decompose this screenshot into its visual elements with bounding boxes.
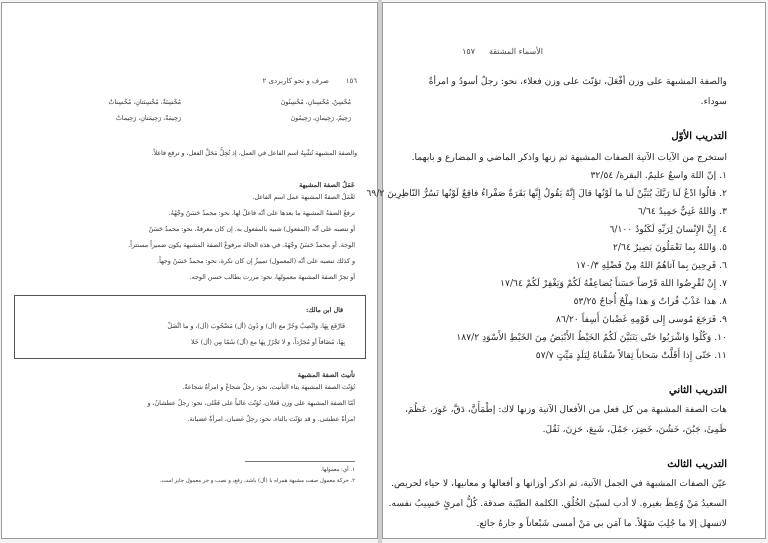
section-title-taneeth: تأنيث الصفة المشبهة (297, 371, 355, 379)
exercise-1-item-1: ١. إنّ اللهَ واسعٌ عليمٌ. البقرة/ ٣٢/٥٤ (590, 170, 727, 181)
paradigm-row1-masculine: مُحْسِنٌ، مُحْسِنانِ، مُحْسِنُونَ (280, 99, 351, 106)
sec2-line-3: امرأةٌ عطشى. و قد تؤنّث بالتاء، نحو: رجلٌ غضبان، امرأةٌ غضبانة. (187, 416, 355, 423)
paradigm-row1-feminine: مُحْسِنَةٌ، مُحْسِنَتانِ، مُحْسِناتٌ (108, 99, 181, 106)
right-page (366, 2, 766, 539)
sec1-line-4: الوجهَ. أو محمدٌ حَسَنٌ وجْهَهُ. في هذه الحالة مرفوعٌ الصفة المشبهة يكون ضميراً مستتراً. (128, 242, 355, 249)
exercise-1-item-4: ٤. إِنَّ الإِنْسانَ لِرَبِّهِ لَكَنُودٌ ٦/١٠٠ (609, 224, 727, 235)
verse-line-1: فَارْفَع بِهَا، وَانْصِبْ وَجُرَّ مع (أل) و دُونَ (أل) مَصْحُوبَ (أل)، و ما اتَّصَلْ (167, 323, 345, 330)
footnote-1: ١. أي: معمولها. (320, 467, 355, 473)
exercise-3-line-1: عيّن الصفات المشبهة في الجمل الآتية، ثم اذكر أوزانها و أفعالها و معانيها، لا حياء لحريص. (391, 478, 727, 489)
exercise-2-line-1: هات الصفة المشبهة من كل فعل من الأفعال الآتية وزنها لاك: إطْمَأَنَّ، دَقَّ، عَوِرَ، عَظُمَ، (405, 404, 727, 415)
sec1-line-3: أو تنصبه على أنّه (المفعول) شبيه بالمفعول به. إن كان معرفةً، نحو: محمدٌ حَسَنٌ (148, 226, 355, 233)
left-page (1, 2, 378, 539)
exercise-3-title: التدريب الثالث (667, 459, 727, 470)
exercise-1-intro: استخرج من الآيات الآتية الصفات المشبهة ثم زنها واذكر الماضي و المضارع و بابهما. (411, 152, 727, 163)
exercise-1-item-8: ٨. هذا عَذْبٌ فُراتٌ وَ هذا مِلْحٌ أُجاجٌ ٥٣/٢٥ (573, 296, 727, 307)
sec2-line-2: أمّا الصفة المشبهة على وزن فَعلان، تُؤنّث غالباً على فَعْلى، نحو: رجلٌ عطشانُ، و (147, 400, 355, 407)
sec1-line-1: تَعْمَلُ الصفةُ المشبهة عمل اسم الفاعل. (252, 194, 355, 201)
paradigm-row2-masculine: رَحِيمٌ، رَحِيمانِ، رَحِيمُونَ (290, 115, 351, 122)
exercise-1-item-7: ٧. إِنْ تُقْرِضُوا اللهَ قَرْضاً حَسَناً يُضاعِفْهُ لَكُمْ وَيَغْفِرْ لَكُمْ ١٧/٦٤ (500, 278, 727, 289)
exercise-1-item-9: ٩. فَرَجَعَ مُوسى إِلى قَوْمِهِ غَضْبانَ أَسِفاً ٨٦/٢٠ (556, 314, 727, 325)
exercise-1-item-10: ١٠. وَكُلُوا وَاشْرَبُوا حَتّى يَتَبَيَّنَ لَكُمُ الخَيْطُ الأَبْيَضُ مِنَ الخَيْطِ الأَسْوَدِ ١٨٧/٢ (456, 332, 727, 343)
exercise-3-line-3: لاتسهل إلا ما جُلِبَ سَهْلاً. ما آمَن بي مَنْ أمسى شَبْعاناً و جارهُ جائع. (476, 518, 727, 529)
top-line-2: سوداء. (700, 96, 727, 107)
exercise-1-item-11: ١١. حَتّى إِذا أَقَلَّتْ سَحاباً ثِقالاً سُقْناهُ لِبَلَدٍ مَيِّتٍ ٥٧/٧ (535, 350, 727, 361)
exercise-1-item-3: ٣. وَاللهُ غَنِيٌّ حَمِيدٌ ٦/٦٤ (637, 206, 727, 217)
sec1-line-2: ترفعُ الصفةُ المشبهة ما بعدها على أنّه فاعلٌ لها، نحو: محمدٌ حَسَنٌ وجْهُهُ. (168, 210, 355, 217)
verse-box-title: قال ابن مالك: (305, 307, 343, 314)
left-page-number: ١٥٦ (345, 77, 357, 85)
paradigm-row2-feminine: رَحِيمَةٌ، رَحِيمَتانِ، رَحِيماتٌ (115, 115, 181, 122)
ibn-malik-verse-box (14, 295, 366, 359)
left-page-running-title: صرف و نحو كاربردی ٢ (262, 77, 329, 85)
sec1-line-6: أو تجرّ الصفة المشبهة معمولها، نحو: مررت بطالب حسن الوجه. (189, 274, 355, 281)
right-page-running-title: الأسماء المشتقة (488, 47, 543, 56)
exercise-2-line-2: ظَمِئَ، جَبُنَ، خَشُنَ، خَضِرَ، جَمُلَ، شَبِعَ، حَزِنَ، ثَقُلَ. (542, 424, 727, 435)
sec2-line-1: تُؤنّث الصفة المشبهة بتاء التأنيث، نحو: رجلٌ شجاعٌ و امرأةٌ شجاعةٌ. (182, 384, 355, 391)
exercise-2-title: التدريب الثاني (668, 385, 727, 396)
footnote-rule (245, 461, 355, 462)
exercise-1-item-6: ٦. فَرِحِينَ بِما آتاهُمُ اللهُ مِنْ فَضْلِهِ ١٧٠/٣ (575, 260, 727, 271)
right-page-number: ١٥٧ (462, 47, 475, 56)
sec1-line-5: و كذلك تنصبه على أنّه (المعمول) تمييزٌ إن كان نكرة، نحو: محمدٌ حَسَنٌ وجهاً. (157, 258, 355, 265)
exercise-1-item-2: ٢. قالُوا ادْعُ لَنا رَبَّكَ يُبَيِّنْ لَنا ما لَوْنُها قالَ إِنَّهُ يَقُولُ إِنَّها بَقَرَةٌ صَفْراءُ فاقِعٌ لَوْنُها تَسُرُّ النّاظِرِينَ ٦٩/٢ (366, 188, 727, 199)
exercise-1-title: التدريب الأوّل (671, 131, 727, 142)
top-line-1: والصفة المشبهة على وزن أفْعَلَ، تؤنّث على وزن فعلاء، نحو: رجلٌ أسودُ و امرأةٌ (428, 76, 727, 87)
section-title-amal: عَمَلُ الصفة المشبهة (299, 181, 355, 189)
footnote-2: ٢. حركة معمول صفت مشبهة همراه با (أل) باشد، رفع، و نصب و جر معمول جایز است. (159, 478, 355, 484)
intro-line: والصفة المشبهة تُشْبِهُ اسم الفاعل في العمل، إذ تُحِلُّ مَحَلَّ الفعل، و ترفع فاعلاً. (151, 150, 357, 157)
exercise-3-line-2: السعيدُ مَنْ وُعِظَ بغيرهِ. لا أدب لسيّئ الخُلُق. الكلمة الطيّبة صدقة. كُلُّ امرئٍ حَسِيبُ نفسه. (388, 498, 727, 509)
exercise-1-item-5: ٥. وَاللهُ بِما تَعْمَلُونَ بَصِيرٌ ٢/٦٤ (613, 242, 727, 253)
verse-line-2: بِهَا، مُضَافاً أو مُجَرَّداً، و لا تَجْرُرْ بِهَا مع (أل) سُمًا مِن (أل) خَلا (191, 339, 345, 346)
